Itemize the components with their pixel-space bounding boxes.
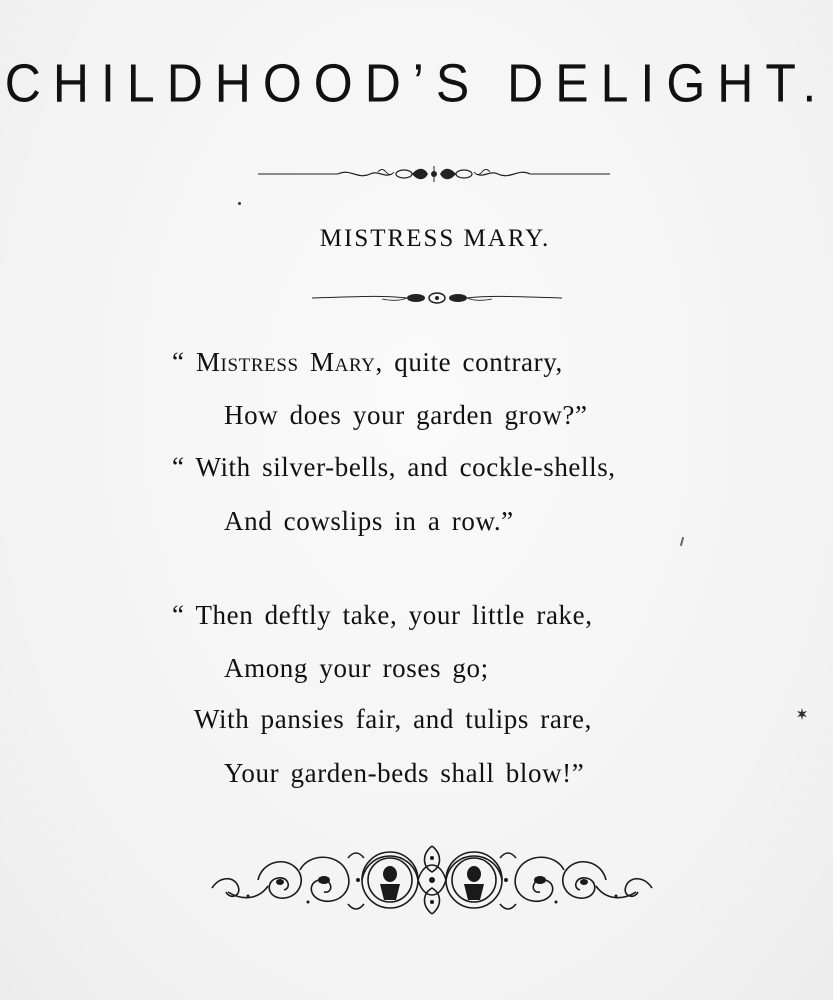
small-caps-word: Mistress <box>195 347 299 377</box>
verse-line: “ Then deftly take, your little rake, <box>172 600 593 630</box>
ink-blot-icon <box>795 707 809 721</box>
verse-line: Among your roses go; <box>224 653 489 683</box>
flourish-rule-icon <box>312 289 562 307</box>
small-caps-word: Mary <box>310 347 376 377</box>
poem-title: MISTRESS MARY. <box>319 225 551 252</box>
verse-line: “ Mistress Mary, quite contrary, <box>172 347 563 377</box>
verse-line: Your garden-beds shall blow!” <box>224 758 585 788</box>
verse-line: And cowslips in a row.” <box>224 506 514 536</box>
ink-mark <box>680 537 684 546</box>
flourish-rule-icon <box>258 162 610 186</box>
page-title: CHILDHOOD’S DELIGHT. <box>4 52 829 114</box>
verse-line: “ With silver-bells, and cockle-shells, <box>172 452 616 482</box>
verse-line: How does your garden grow?” <box>224 400 588 430</box>
ink-speck <box>238 202 241 205</box>
verse-line: With pansies fair, and tulips rare, <box>194 704 592 734</box>
scrollwork-ornament-icon <box>208 840 656 920</box>
